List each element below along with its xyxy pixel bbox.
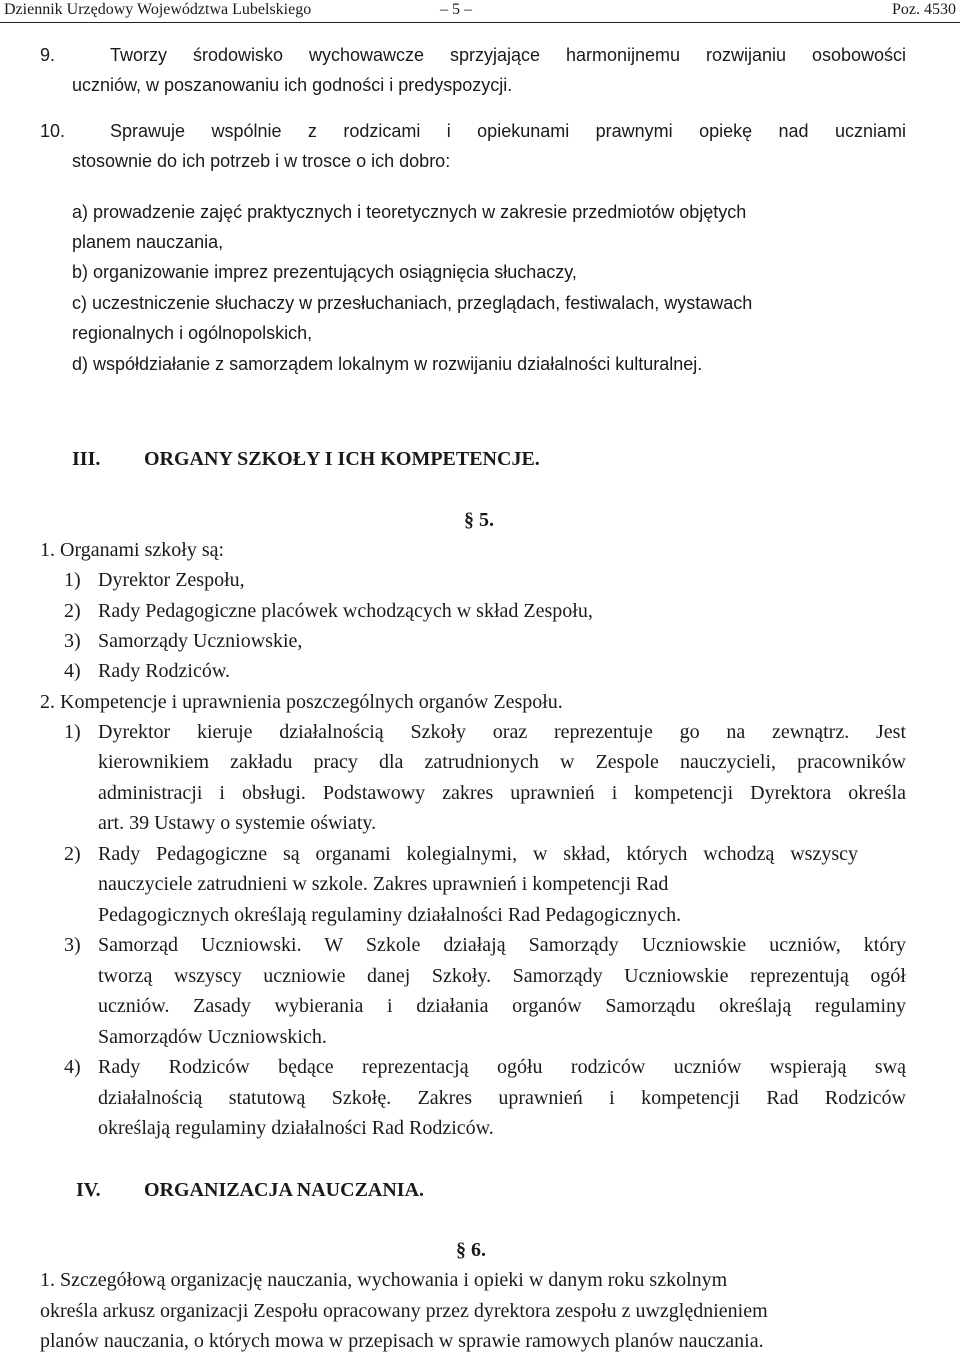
- competence-2-line-3: Pedagogicznych określają regulaminy działalności Rad Pedagogicznych.: [98, 904, 682, 926]
- organs-item-1-num: 1): [64, 569, 81, 591]
- page-number: – 5 –: [440, 1, 472, 18]
- journal-title: Dziennik Urzędowy Województwa Lubelskiego: [4, 1, 312, 18]
- competence-3-line-4: Samorządów Uczniowskich.: [98, 1026, 327, 1048]
- competence-1-line-3: administracji i obsługi. Podstawowy zakres uprawnień i kompetencji Dyrektora określa: [98, 782, 906, 804]
- competence-4-line-3: określają regulaminy działalności Rad Rodziców.: [98, 1117, 494, 1139]
- organs-item-2: Rady Pedagogiczne placówek wchodzących w skład Zespołu,: [98, 600, 593, 622]
- competence-3-num: 3): [64, 934, 81, 956]
- item-10-sub-d: d) współdziałanie z samorządem lokalnym w rozwijaniu działalności kulturalnej.: [72, 354, 703, 374]
- competence-1-line-2: kierownikiem zakładu pracy dla zatrudnionych w Zespole nauczycieli, pracowników: [98, 751, 906, 773]
- competence-4-line-1: Rady Rodziców będące reprezentacją ogółu rodziców uczniów wspierają swą: [98, 1056, 906, 1078]
- competence-3-line-2: tworzą wszyscy uczniowie danej Szkoły. Samorządy Uczniowskie reprezentują ogół: [98, 965, 906, 987]
- competence-4-line-2: działalnością statutową Szkołę. Zakres uprawnień i kompetencji Rad Rodziców: [98, 1087, 906, 1109]
- competence-1-line-4: art. 39 Ustawy o systemie oświaty.: [98, 812, 377, 834]
- item-10-sub-c: c) uczestniczenie słuchaczy w przesłuchaniach, przeglądach, festiwalach, wystawach: [72, 293, 753, 313]
- competence-2-line-1: Rady Pedagogiczne są organami kolegialnymi, w skład, których wchodzą wszyscy: [98, 843, 858, 865]
- item-9-number: 9.: [40, 45, 56, 65]
- item-10-sub-b: b) organizowanie imprez prezentujących osiągnięcia słuchaczy,: [72, 262, 577, 282]
- organization-line-3: planów nauczania, o których mowa w przepisach w sprawie ramowych planów nauczania.: [40, 1330, 764, 1352]
- organs-item-4-num: 4): [64, 660, 81, 682]
- competence-4-num: 4): [64, 1056, 81, 1078]
- organization-line-2: określa arkusz organizacji Zespołu opracowany przez dyrektora zespołu z uwzględnieniem: [40, 1300, 768, 1322]
- competence-3-line-3: uczniów. Zasady wybierania i działania organów Samorządu określają regulaminy: [98, 995, 906, 1017]
- section-4-numeral: IV.: [76, 1179, 101, 1201]
- item-9-line-2: uczniów, w poszanowaniu ich godności i predyspozycji.: [72, 75, 513, 95]
- organs-item-3-num: 3): [64, 630, 81, 652]
- paragraph-6: § 6.: [456, 1239, 486, 1261]
- organization-line-1: 1. Szczegółową organizację nauczania, wychowania i opieki w danym roku szkolnym: [40, 1269, 728, 1291]
- organs-item-4: Rady Rodziców.: [98, 660, 231, 682]
- section-3-numeral: III.: [72, 448, 101, 470]
- organs-item-1: Dyrektor Zespołu,: [98, 569, 245, 591]
- competence-3-line-1: Samorząd Uczniowski. W Szkole działają Samorządy Uczniowskie uczniów, który: [98, 934, 906, 956]
- item-10-line-1: Sprawuje wspólnie z rodzicami i opiekunami prawnymi opiekę nad uczniami: [110, 121, 906, 141]
- competences-intro: 2. Kompetencje i uprawnienia poszczególnych organów Zespołu.: [40, 691, 563, 713]
- item-10-number: 10.: [40, 121, 66, 141]
- item-9-line-1: Tworzy środowisko wychowawcze sprzyjające harmonijnemu rozwijaniu osobowości: [110, 45, 906, 65]
- paragraph-5: § 5.: [464, 509, 494, 531]
- competence-1-line-1: Dyrektor kieruje działalnością Szkoły oraz reprezentuje go na zewnątrz. Jest: [98, 721, 906, 743]
- organs-item-3: Samorządy Uczniowskie,: [98, 630, 303, 652]
- section-3-title: ORGANY SZKOŁY I ICH KOMPETENCJE.: [144, 448, 540, 470]
- competence-2-line-2: nauczyciele zatrudnieni w szkole. Zakres uprawnień i kompetencji Rad: [98, 873, 669, 895]
- page-header: [0, 0, 960, 23]
- position-number: Poz. 4530: [892, 1, 956, 18]
- organs-item-2-num: 2): [64, 600, 81, 622]
- competence-1-num: 1): [64, 721, 81, 743]
- item-10-sub-a: a) prowadzenie zajęć praktycznych i teoretycznych w zakresie przedmiotów objętych: [72, 202, 747, 222]
- section-4-title: ORGANIZACJA NAUCZANIA.: [144, 1179, 425, 1201]
- item-10-sub-a-cont: planem nauczania,: [72, 232, 224, 252]
- item-10-line-2: stosownie do ich potrzeb i w trosce o ich dobro:: [72, 151, 451, 171]
- item-10-sub-c-cont: regionalnych i ogólnopolskich,: [72, 323, 313, 343]
- competence-2-num: 2): [64, 843, 81, 865]
- organs-intro: 1. Organami szkoły są:: [40, 539, 225, 561]
